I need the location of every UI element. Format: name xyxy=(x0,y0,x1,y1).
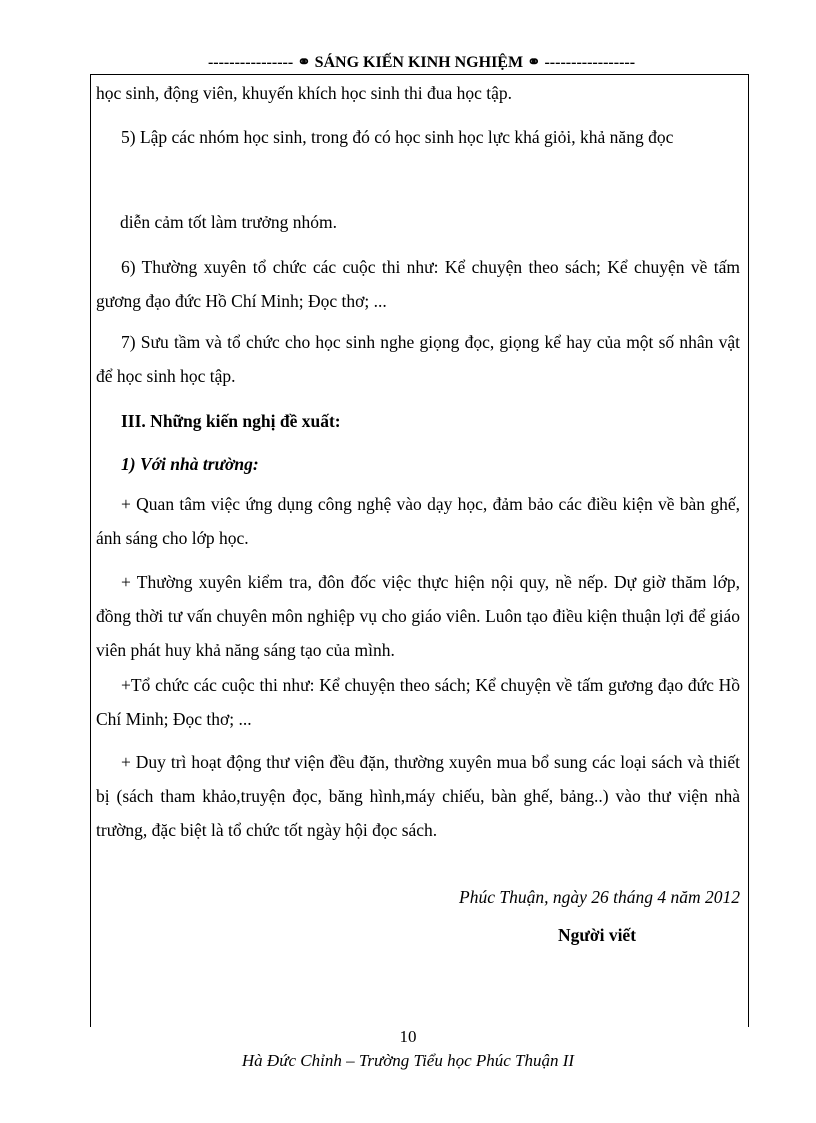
paragraph-8: +Tổ chức các cuộc thi như: Kể chuyện theo sách; Kể chuyện về tấm gương đạo đức Hồ Chí Minh; Đọc thơ; ... xyxy=(96,675,740,729)
page-footer-author: Hà Đức Chỉnh – Trường Tiểu học Phúc Thuận II xyxy=(241,1051,575,1070)
signature-date: Phúc Thuận, ngày 26 tháng 4 năm 2012 xyxy=(459,887,740,907)
sub-heading: 1) Với nhà trường: xyxy=(121,454,259,474)
paragraph-4: 6) Thường xuyên tổ chức các cuộc thi như: Kể chuyện theo sách; Kể chuyện về tấm gương đạo đức Hồ Chí Minh; Đọc thơ; ... xyxy=(96,257,740,311)
section-heading: III. Những kiến nghị đề xuất: xyxy=(121,411,341,431)
signature-label: Người viết xyxy=(558,925,637,945)
paragraph-3: diễn cảm tốt làm trưởng nhóm. xyxy=(120,212,338,232)
page-header-title: ---------------- ⚭ SÁNG KIẾN KINH NGHIỆM ⚭ ----------------- xyxy=(207,54,636,71)
paragraph-7: + Thường xuyên kiểm tra, đôn đốc việc thực hiện nội quy, nề nếp. Dự giờ thăm lớp, đồng thời tư vấn chuyên môn nghiệp vụ cho giáo viên. Luôn tạo điều kiện thuận lợi để giáo viên phát huy khả năng sáng tạo của mình. xyxy=(96,572,740,660)
paragraph-1: học sinh, động viên, khuyến khích học sinh thi đua học tập. xyxy=(96,83,513,103)
paragraph-2: 5) Lập các nhóm học sinh, trong đó có học sinh học lực khá giỏi, khả năng đọc xyxy=(121,127,674,147)
paragraph-5: 7) Sưu tầm và tổ chức cho học sinh nghe giọng đọc, giọng kể hay của một số nhân vật để học sinh học tập. xyxy=(96,332,740,386)
paragraph-9: + Duy trì hoạt động thư viện đều đặn, thường xuyên mua bổ sung các loại sách và thiết bị (sách tham khảo,truyện đọc, băng hình,máy chiếu, bàn ghế, bảng..) vào thư viện nhà trường, đặc biệt là tổ chức tốt ngày hội đọc sách. xyxy=(96,752,740,840)
page-number: 10 xyxy=(399,1027,417,1046)
paragraph-6: + Quan tâm việc ứng dụng công nghệ vào dạy học, đảm bảo các điều kiện về bàn ghế, ánh sáng cho lớp học. xyxy=(96,494,740,548)
